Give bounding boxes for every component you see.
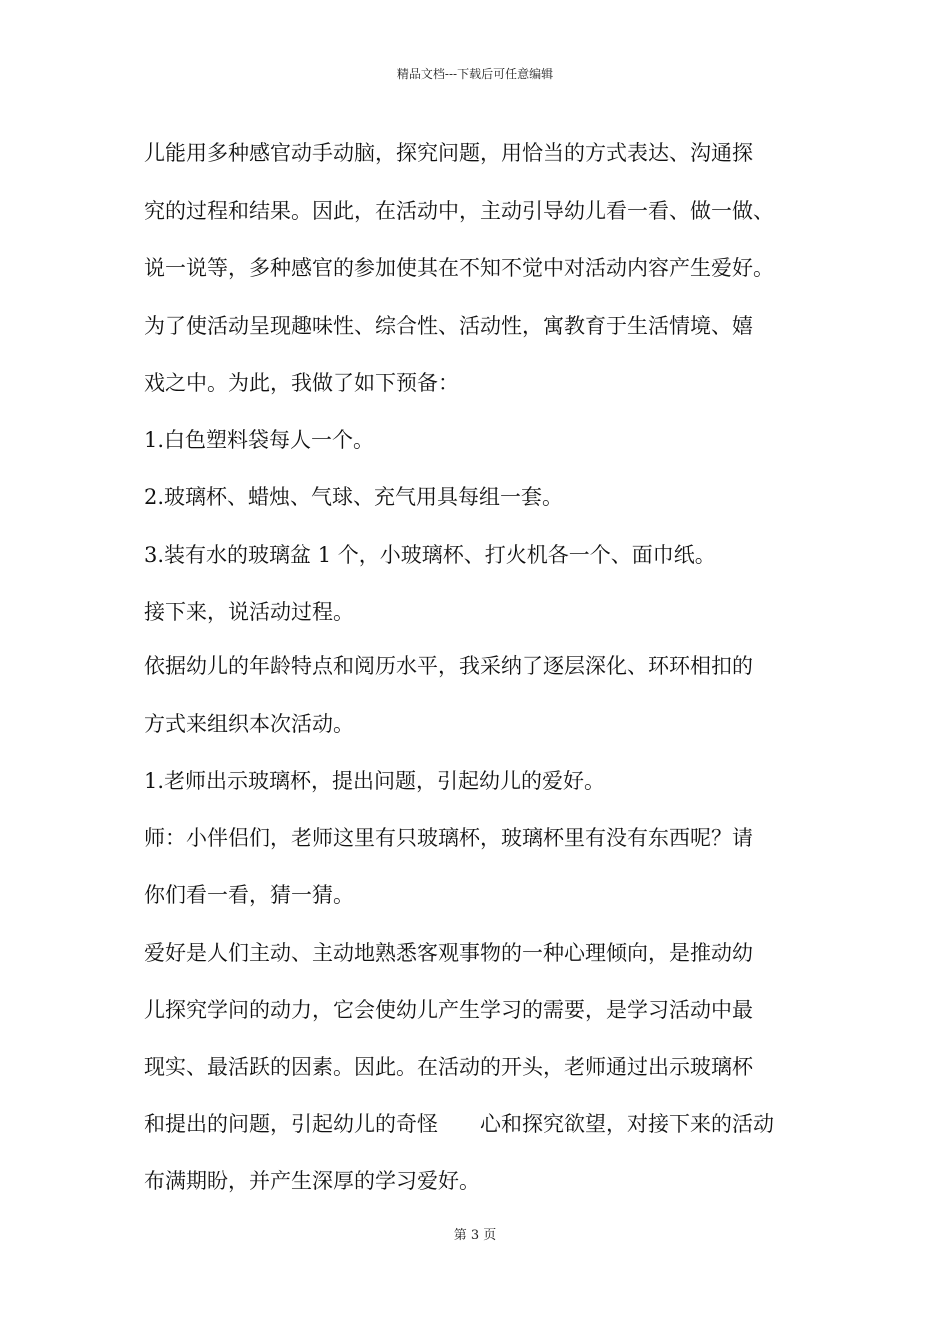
body-line: 师：小伴侣们，老师这里有只玻璃杯，玻璃杯里有没有东西呢？请 xyxy=(144,826,753,850)
body-line: 戏之中。为此，我做了如下预备： xyxy=(144,371,459,395)
page-header: 精品文档---下载后可任意编辑 xyxy=(396,67,554,81)
body-line: 说一说等，多种感官的参加使其在不知不觉中对活动内容产生爱好。 xyxy=(144,256,774,280)
body-line: 爱好是人们主动、主动地熟悉客观事物的一种心理倾向，是推动幼 xyxy=(144,941,753,965)
body-line: 布满期盼，并产生深厚的学习爱好。 xyxy=(144,1169,480,1193)
body-line: 究的过程和结果。因此，在活动中，主动引导幼儿看一看、做一做、 xyxy=(144,199,774,223)
body-line: 儿能用多种感官动手动脑，探究问题，用恰当的方式表达、沟通探 xyxy=(144,141,753,165)
page-number: 第 3 页 xyxy=(453,1228,497,1243)
body-line: 你们看一看，猜一猜。 xyxy=(144,883,354,907)
list-item: 2.玻璃杯、蜡烛、气球、充气用具每组一套。 xyxy=(144,485,564,509)
body-line: 依据幼儿的年龄特点和阅历水平，我采纳了逐层深化、环环相扣的 xyxy=(144,654,753,678)
list-item: 3.装有水的玻璃盆 1 个，小玻璃杯、打火机各一个、面巾纸。 xyxy=(144,543,716,567)
body-line: 为了使活动呈现趣味性、综合性、活动性，寓教育于生活情境、嬉 xyxy=(144,314,753,338)
list-item: 1.老师出示玻璃杯，提出问题，引起幼儿的爱好。 xyxy=(144,769,606,793)
list-item: 1.白色塑料袋每人一个。 xyxy=(144,428,375,452)
body-line: 现实、最活跃的因素。因此。在活动的开头，老师通过出示玻璃杯 xyxy=(144,1055,753,1079)
body-line: 接下来，说活动过程。 xyxy=(144,600,354,624)
body-line: 方式来组织本次活动。 xyxy=(144,712,354,736)
body-line: 和提出的问题，引起幼儿的奇怪 心和探究欲望，对接下来的活动 xyxy=(144,1112,774,1136)
body-line: 儿探究学问的动力，它会使幼儿产生学习的需要，是学习活动中最 xyxy=(144,998,753,1022)
